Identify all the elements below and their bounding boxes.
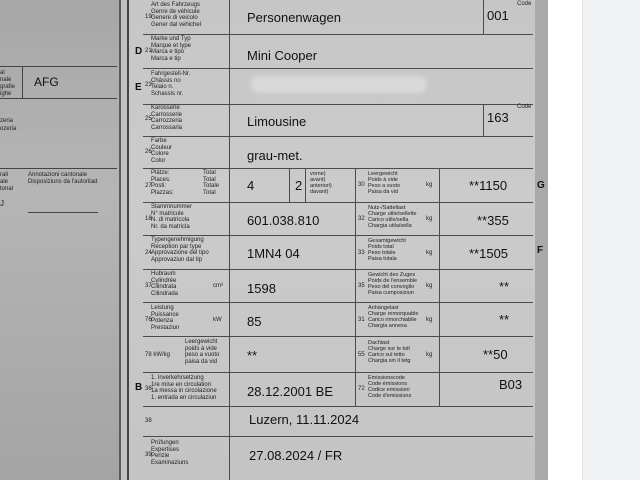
trailer-load-value: **	[499, 312, 510, 327]
field-label: Typengenehmigung Réception par type Approvazione del tipo Approvaziun dal tip	[151, 237, 209, 263]
column-divider	[439, 372, 440, 406]
right-sidebar	[582, 0, 640, 480]
field-row-seats-empty-weight	[143, 168, 533, 203]
section-marker-g: G	[537, 180, 545, 191]
field-number: 18	[145, 216, 152, 222]
vehicle-type-code: 001	[487, 8, 509, 23]
field-number: 39	[145, 452, 152, 458]
column-divider	[229, 0, 230, 34]
empty-weight-value: **1150	[469, 178, 508, 193]
first-registration-value: 28.12.2001 BE	[247, 384, 334, 399]
cantonal-note-label: Annotazioni cantonale	[28, 172, 88, 178]
column-divider	[355, 336, 356, 372]
field-number: 23	[145, 82, 152, 88]
left-page-rule	[0, 66, 117, 67]
field-row-color	[143, 136, 533, 169]
field-number: 27	[145, 183, 152, 189]
column-divider	[483, 0, 484, 34]
column-divider	[229, 372, 230, 406]
column-divider	[355, 372, 356, 406]
left-page-fragment: ozeria	[0, 126, 17, 132]
field-row-power-weight-roof-load	[143, 336, 533, 373]
column-divider	[229, 202, 230, 235]
column-divider	[229, 235, 230, 269]
body-type-code: 163	[487, 110, 509, 125]
front-seats-value: 2	[295, 178, 303, 193]
code-label: Code	[517, 1, 532, 7]
column-divider	[289, 168, 290, 202]
field-number: 26	[145, 149, 152, 155]
field-label: Plätze: Places: Posti: Plazzas:	[151, 170, 174, 196]
left-page-rule	[28, 212, 98, 213]
field-label: 1. Inverkehrsetzung 1re mise en circulation 1a messa in circolazione 1. entrada en circulaziun	[151, 375, 217, 401]
field-number: 36	[145, 386, 152, 392]
column-divider	[229, 406, 230, 436]
column-divider	[229, 336, 230, 372]
left-page-fragment: J	[0, 199, 4, 208]
column-divider	[355, 168, 356, 202]
left-page-fragment: grafie	[0, 84, 16, 90]
matriculation-number-value: 601.038.810	[247, 213, 320, 228]
field-number: 25	[145, 116, 152, 122]
total-weight-value: **1505	[469, 246, 509, 261]
emissions-code-value: B03	[499, 377, 523, 392]
field-label: Dachlast Charge sur le toit Carico sul tetto Chargia sin il tetg	[368, 340, 411, 364]
field-number: 33	[358, 250, 365, 256]
field-label: Emissionscode Code émissions Codice emissioni Code d'emissiuns	[368, 375, 412, 399]
column-divider	[439, 168, 440, 202]
field-label: Farbe Couleur Colore Color	[151, 138, 173, 164]
column-divider	[229, 136, 230, 168]
field-row-body-type	[143, 104, 533, 137]
left-page-fragment: rali	[0, 172, 9, 178]
seats-total-label: Total Total Totale Total	[203, 170, 220, 196]
field-row-chassis-number	[143, 68, 533, 105]
field-row-type-approval-total-weight	[143, 235, 533, 270]
field-number: 37	[145, 283, 152, 289]
column-divider	[439, 302, 440, 336]
field-number: 30	[358, 182, 365, 188]
column-divider	[439, 336, 440, 372]
column-divider	[229, 302, 230, 336]
field-label: Stammnummer N° matricule N. di matricola Nr. da matricla	[151, 204, 193, 230]
left-page-fragment: zeria	[0, 118, 14, 124]
column-divider	[229, 436, 230, 480]
make-model-value: Mini Cooper	[247, 48, 318, 63]
column-divider	[229, 104, 230, 136]
left-page-fragment: tonal	[0, 186, 14, 192]
seats-total-value: 4	[247, 178, 255, 193]
field-row-vehicle-type	[143, 0, 533, 35]
redacted-chassis-number	[251, 76, 427, 93]
field-number: 38	[145, 418, 152, 424]
body-type-value: Limousine	[247, 114, 307, 129]
unit-label: kg	[426, 317, 433, 323]
unit-label: kW	[213, 317, 222, 323]
field-row-matriculation-payload	[143, 202, 533, 236]
field-number: 72	[358, 386, 365, 392]
type-approval-value: 1MN4 04	[247, 246, 300, 261]
field-row-make-model	[143, 34, 533, 69]
field-label: Leergewicht Poids à vide Peso a vuoto Paisa da vid	[368, 171, 401, 195]
field-number: 35	[358, 283, 365, 289]
displacement-value: 1598	[247, 281, 276, 296]
section-marker-b: B	[135, 382, 143, 393]
column-divider	[483, 104, 484, 136]
payload-value: **355	[477, 213, 509, 228]
left-page-divider	[22, 66, 23, 98]
column-divider	[229, 68, 230, 104]
field-row-first-registration-emissions	[143, 372, 533, 407]
vehicle-type-value: Personenwagen	[247, 10, 341, 25]
section-marker-f: F	[537, 245, 544, 256]
left-page-rule	[0, 98, 117, 99]
column-divider	[439, 202, 440, 235]
field-number: 24	[145, 250, 152, 256]
column-divider	[355, 302, 356, 336]
field-label: Fahrgestell-Nr. Châssis no Telaio n. Schassis nr.	[151, 71, 191, 97]
field-label: Nutz-/Sattellast Charge utile/sellette Carico utile/sella Chargia utila/sella	[368, 205, 417, 229]
left-page-fragment: nale	[0, 77, 12, 83]
unit-label: kg	[426, 283, 433, 289]
unit-label: kg	[426, 352, 433, 358]
column-divider	[439, 235, 440, 269]
front-seats-label: vorne) avant) anteriori) davant)	[310, 171, 332, 195]
field-number: 19	[145, 14, 152, 20]
left-page-fragment: ighe	[0, 91, 12, 97]
page-gutter	[548, 0, 582, 480]
column-divider	[229, 168, 230, 202]
field-number: 55	[358, 352, 365, 358]
left-page-fragment: ale	[0, 179, 9, 185]
field-row-examinations	[143, 436, 533, 480]
field-label: Hubraum Cylindrée Cilindrata Cilindrada	[151, 271, 179, 297]
field-label: Leergewicht poids à vide peso a vuoto paisa da vid	[185, 339, 220, 365]
field-label: Leistung Puissance Potenza Prestaziun	[151, 305, 180, 331]
field-label: Art des Fahrzeugs Genre de véhicule Genere di veicolo Gener dal vehichel	[151, 2, 202, 28]
field-number: 78 kW/kg	[145, 352, 171, 358]
left-page-fragment: al	[0, 70, 5, 76]
left-page-rule	[0, 168, 117, 169]
column-divider	[355, 202, 356, 235]
canton-code: AFG	[34, 75, 59, 89]
unit-label: kg	[426, 216, 433, 222]
field-label: Gesamtgewicht Poids total Peso totale Paisa totala	[368, 238, 406, 262]
unit-label: kg	[426, 250, 433, 256]
section-marker-e: E	[135, 82, 142, 93]
field-row-place-date	[143, 406, 533, 437]
column-divider	[305, 168, 306, 202]
field-label: Anhängelast Charge remorquable Carico rimorchiabile Chargia annexa	[368, 305, 419, 329]
power-value: 85	[247, 314, 262, 329]
field-number: 21	[145, 48, 152, 54]
column-divider	[229, 34, 230, 68]
field-label: Prüfungen Expertises Perizie Examinaziuns	[151, 440, 189, 466]
code-label: Code	[517, 104, 532, 110]
field-number: 76	[145, 317, 152, 323]
field-number: 31	[358, 317, 365, 323]
field-row-power-trailer-load	[143, 302, 533, 337]
unit-label: cm³	[213, 283, 223, 289]
place-date-value: Luzern, 11.11.2024	[249, 412, 360, 427]
unit-label: kg	[426, 182, 433, 188]
column-divider	[355, 269, 356, 302]
color-value: grau-met.	[247, 148, 303, 163]
field-label: Marke und Typ Marque et type Marca e tipo Marca e tip	[151, 36, 192, 62]
cantonal-note-label: Disposiziuns da l'autoritad	[28, 179, 98, 185]
column-divider	[229, 269, 230, 302]
field-row-displacement-train-weight	[143, 269, 533, 303]
train-weight-value: **	[499, 279, 510, 294]
column-divider	[355, 235, 356, 269]
power-weight-ratio-value: **	[247, 348, 258, 363]
examination-value: 27.08.2024 / FR	[249, 448, 343, 463]
column-divider	[439, 269, 440, 302]
left-page	[0, 0, 121, 480]
field-label: Karosserie Carrosserie Carrozzeria Carrossaria	[151, 105, 183, 131]
field-number: 32	[358, 216, 365, 222]
registration-card	[127, 0, 545, 480]
section-marker-d: D	[135, 46, 143, 57]
roof-load-value: **50	[483, 347, 508, 362]
field-label: Gewicht des Zuges Poids de l'ensemble Peso del convoglio Paisa cumposiziun	[368, 272, 418, 296]
